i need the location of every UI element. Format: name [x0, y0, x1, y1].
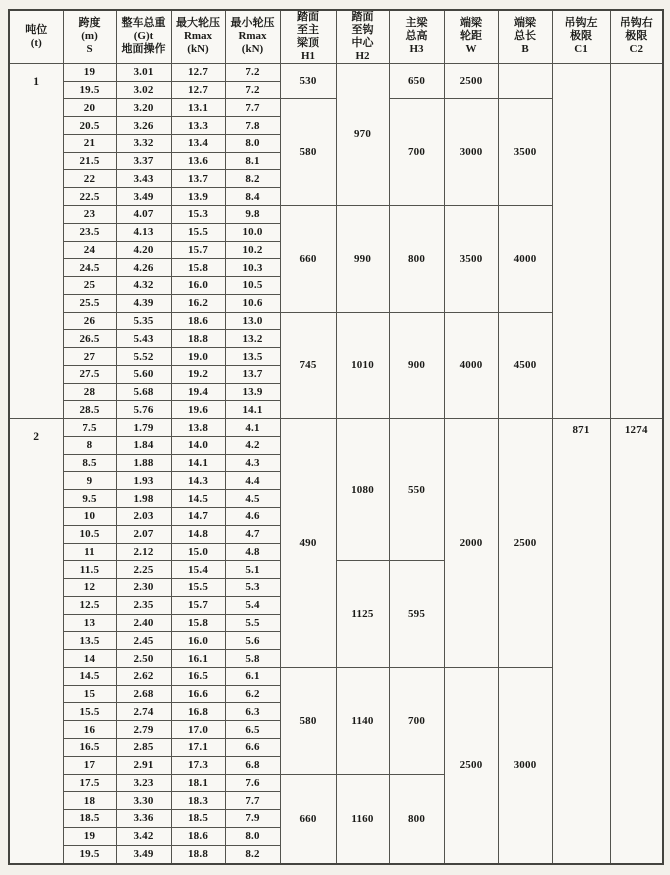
cell-rmin: 7.7 [225, 99, 280, 117]
cell-gross: 3.26 [116, 117, 171, 135]
cell-w: 3000 [444, 99, 498, 206]
cell-h2: 1160 [336, 774, 389, 864]
cell-h3: 650 [389, 63, 444, 99]
cell-rmin: 4.6 [225, 508, 280, 526]
cell-rmax: 17.1 [171, 738, 225, 756]
cell-rmax: 16.5 [171, 667, 225, 685]
cell-gross: 3.49 [116, 845, 171, 864]
cell-rmax: 15.8 [171, 259, 225, 277]
cell-gross: 2.79 [116, 721, 171, 739]
cell-h1: 530 [280, 63, 336, 99]
cell-rmin: 7.2 [225, 63, 280, 81]
cell-gross: 2.35 [116, 596, 171, 614]
cell-h3: 800 [389, 774, 444, 864]
cell-rmax: 18.5 [171, 810, 225, 828]
cell-gross: 4.20 [116, 241, 171, 259]
header-c2-line: C2 [629, 43, 643, 56]
cell-rmin: 6.1 [225, 667, 280, 685]
cell-span: 8 [63, 436, 116, 454]
cell-rmin: 8.1 [225, 152, 280, 170]
cell-span: 13 [63, 614, 116, 632]
cell-gross: 1.84 [116, 436, 171, 454]
cell-c2 [610, 63, 663, 418]
cell-span: 27 [63, 348, 116, 366]
cell-rmax: 18.8 [171, 330, 225, 348]
cell-rmin: 4.5 [225, 490, 280, 508]
cell-h3: 700 [389, 667, 444, 774]
cell-rmax: 12.7 [171, 63, 225, 81]
cell-span: 16 [63, 721, 116, 739]
cell-span: 18.5 [63, 810, 116, 828]
cell-rmax: 18.8 [171, 845, 225, 864]
cell-rmin: 5.6 [225, 632, 280, 650]
cell-span: 9 [63, 472, 116, 490]
cell-c2: 1274 [610, 419, 663, 864]
cell-rmin: 10.3 [225, 259, 280, 277]
header-w-line: 轮距 [460, 30, 482, 43]
cell-rmax: 16.2 [171, 294, 225, 312]
cell-rmin: 13.9 [225, 383, 280, 401]
cell-rmax: 19.4 [171, 383, 225, 401]
cell-gross: 3.01 [116, 63, 171, 81]
cell-rmax: 14.3 [171, 472, 225, 490]
cell-span: 21 [63, 134, 116, 152]
cell-rmin: 10.6 [225, 294, 280, 312]
cell-rmax: 13.3 [171, 117, 225, 135]
cell-w: 2500 [444, 667, 498, 864]
cell-rmin: 5.5 [225, 614, 280, 632]
cell-h1: 745 [280, 312, 336, 419]
cell-rmin: 8.0 [225, 827, 280, 845]
cell-rmax: 15.4 [171, 561, 225, 579]
crane-spec-table [8, 9, 664, 865]
cell-h3: 800 [389, 206, 444, 313]
cell-rmax: 18.1 [171, 774, 225, 792]
cell-rmax: 15.7 [171, 241, 225, 259]
header-h3-line: H3 [409, 43, 424, 56]
cell-rmin: 4.7 [225, 525, 280, 543]
cell-h2: 970 [336, 63, 389, 205]
cell-span: 10.5 [63, 525, 116, 543]
cell-w: 3500 [444, 206, 498, 313]
cell-rmin: 4.3 [225, 454, 280, 472]
cell-span: 20 [63, 99, 116, 117]
cell-h1: 580 [280, 99, 336, 206]
cell-span: 25 [63, 277, 116, 295]
cell-rmin: 10.2 [225, 241, 280, 259]
header-rmax [171, 10, 225, 63]
header-tonnage-line: (t) [30, 36, 42, 49]
cell-rmax: 15.0 [171, 543, 225, 561]
cell-h2: 990 [336, 206, 389, 313]
cell-h3: 595 [389, 561, 444, 668]
cell-rmin: 8.4 [225, 188, 280, 206]
header-h2-line: H2 [355, 49, 370, 62]
cell-rmax: 13.8 [171, 419, 225, 437]
cell-gross: 2.62 [116, 667, 171, 685]
header-c2-line: 极限 [625, 30, 648, 43]
cell-span: 27.5 [63, 365, 116, 383]
cell-gross: 1.79 [116, 419, 171, 437]
cell-gross: 3.23 [116, 774, 171, 792]
header-rmax-line: (kN) [187, 43, 209, 56]
header-h2-line: 中心 [351, 36, 374, 49]
header-w-line: 端梁 [460, 17, 482, 30]
header-gross-line: 地面操作 [121, 43, 166, 56]
header-w [444, 10, 498, 63]
cell-span: 18 [63, 792, 116, 810]
cell-w: 2500 [444, 63, 498, 99]
table-row [9, 419, 663, 437]
cell-rmin: 7.8 [225, 117, 280, 135]
cell-gross: 3.20 [116, 99, 171, 117]
cell-rmin: 9.8 [225, 206, 280, 224]
cell-span: 17 [63, 756, 116, 774]
cell-h1: 660 [280, 206, 336, 313]
cell-span: 22.5 [63, 188, 116, 206]
cell-rmax: 14.1 [171, 454, 225, 472]
cell-rmax: 15.8 [171, 614, 225, 632]
cell-rmin: 4.1 [225, 419, 280, 437]
header-rmin-line: (kN) [241, 43, 264, 56]
cell-rmin: 7.2 [225, 81, 280, 99]
cell-gross: 3.32 [116, 134, 171, 152]
cell-gross: 2.74 [116, 703, 171, 721]
cell-gross: 5.60 [116, 365, 171, 383]
cell-span: 19 [63, 827, 116, 845]
cell-gross: 1.88 [116, 454, 171, 472]
cell-gross: 5.68 [116, 383, 171, 401]
cell-gross: 2.85 [116, 738, 171, 756]
header-rmax-line: 最大轮压 [176, 17, 220, 30]
cell-gross: 4.39 [116, 294, 171, 312]
cell-rmin: 6.5 [225, 721, 280, 739]
cell-gross: 2.40 [116, 614, 171, 632]
cell-rmin: 10.0 [225, 223, 280, 241]
header-c1-line: C1 [574, 43, 588, 56]
cell-gross: 2.45 [116, 632, 171, 650]
cell-rmax: 16.0 [171, 277, 225, 295]
cell-rmax: 13.6 [171, 152, 225, 170]
cell-span: 16.5 [63, 738, 116, 756]
header-b-line: B [521, 43, 529, 56]
cell-rmax: 19.2 [171, 365, 225, 383]
cell-h3: 900 [389, 312, 444, 419]
cell-rmin: 5.4 [225, 596, 280, 614]
cell-gross: 5.76 [116, 401, 171, 419]
cell-rmin: 7.9 [225, 810, 280, 828]
cell-rmin: 5.8 [225, 650, 280, 668]
cell-rmax: 18.6 [171, 312, 225, 330]
header-h3-line: 主梁 [405, 17, 428, 30]
cell-gross: 5.35 [116, 312, 171, 330]
cell-rmin: 4.8 [225, 543, 280, 561]
header-c2-line: 吊钩右 [619, 17, 653, 30]
cell-b: 3000 [498, 667, 552, 864]
cell-span: 19.5 [63, 81, 116, 99]
header-c1 [552, 10, 610, 63]
header-w-line: W [465, 43, 477, 56]
cell-h3: 550 [389, 419, 444, 561]
cell-span: 9.5 [63, 490, 116, 508]
cell-gross: 3.42 [116, 827, 171, 845]
cell-gross: 2.03 [116, 508, 171, 526]
header-h2-line: 至钩 [351, 23, 374, 36]
cell-span: 24 [63, 241, 116, 259]
cell-rmin: 5.3 [225, 579, 280, 597]
cell-rmax: 18.6 [171, 827, 225, 845]
cell-rmin: 8.0 [225, 134, 280, 152]
cell-h2: 1010 [336, 312, 389, 419]
cell-b: 3500 [498, 99, 552, 206]
cell-b [498, 63, 552, 99]
cell-b: 4500 [498, 312, 552, 419]
cell-span: 26.5 [63, 330, 116, 348]
cell-gross: 1.93 [116, 472, 171, 490]
cell-span: 24.5 [63, 259, 116, 277]
header-span [63, 10, 116, 63]
cell-gross: 2.25 [116, 561, 171, 579]
cell-rmin: 13.7 [225, 365, 280, 383]
cell-span: 7.5 [63, 419, 116, 437]
cell-h2: 1080 [336, 419, 389, 561]
cell-tonnage: 2 [9, 419, 63, 864]
header-c1-line: 极限 [570, 30, 592, 43]
cell-gross: 2.12 [116, 543, 171, 561]
cell-rmax: 17.3 [171, 756, 225, 774]
table-body [9, 63, 663, 864]
cell-rmax: 16.0 [171, 632, 225, 650]
header-span-line: 跨度 [78, 17, 101, 30]
cell-span: 15.5 [63, 703, 116, 721]
cell-gross: 2.68 [116, 685, 171, 703]
header-h3-line: 总高 [405, 30, 428, 43]
cell-span: 28 [63, 383, 116, 401]
cell-rmax: 17.0 [171, 721, 225, 739]
cell-span: 12 [63, 579, 116, 597]
cell-span: 11 [63, 543, 116, 561]
cell-h1: 660 [280, 774, 336, 864]
cell-span: 11.5 [63, 561, 116, 579]
cell-gross: 3.37 [116, 152, 171, 170]
header-h1-line: 至主 [297, 23, 319, 36]
cell-gross: 3.30 [116, 792, 171, 810]
cell-rmax: 15.3 [171, 206, 225, 224]
header-h1-line: 梁顶 [297, 36, 319, 49]
cell-gross: 3.49 [116, 188, 171, 206]
cell-rmax: 19.6 [171, 401, 225, 419]
cell-gross: 3.43 [116, 170, 171, 188]
header-h1-line: 踏面 [297, 11, 319, 23]
header-h2-line: 踏面 [351, 11, 374, 23]
header-b [498, 10, 552, 63]
cell-rmax: 13.4 [171, 134, 225, 152]
cell-rmax: 13.7 [171, 170, 225, 188]
cell-rmin: 8.2 [225, 845, 280, 864]
cell-span: 25.5 [63, 294, 116, 312]
header-tonnage [9, 10, 63, 63]
cell-rmax: 16.1 [171, 650, 225, 668]
header-gross [116, 10, 171, 63]
cell-h3: 700 [389, 99, 444, 206]
cell-span: 23 [63, 206, 116, 224]
header-rmin-line: Rmax [238, 30, 267, 43]
cell-span: 17.5 [63, 774, 116, 792]
cell-span: 21.5 [63, 152, 116, 170]
cell-rmin: 6.2 [225, 685, 280, 703]
cell-span: 13.5 [63, 632, 116, 650]
cell-rmax: 14.0 [171, 436, 225, 454]
cell-b: 4000 [498, 206, 552, 313]
cell-rmin: 14.1 [225, 401, 280, 419]
cell-tonnage: 1 [9, 63, 63, 418]
cell-span: 10 [63, 508, 116, 526]
table-row [9, 63, 663, 81]
cell-gross: 2.07 [116, 525, 171, 543]
cell-b: 2500 [498, 419, 552, 668]
header-rmin [225, 10, 280, 63]
cell-rmin: 8.2 [225, 170, 280, 188]
cell-rmin: 4.2 [225, 436, 280, 454]
cell-h1: 580 [280, 667, 336, 774]
cell-span: 23.5 [63, 223, 116, 241]
header-b-line: 端梁 [514, 17, 536, 30]
cell-span: 14.5 [63, 667, 116, 685]
cell-span: 20.5 [63, 117, 116, 135]
header-span-line: (m) [81, 30, 98, 43]
cell-span: 8.5 [63, 454, 116, 472]
cell-rmin: 13.5 [225, 348, 280, 366]
cell-rmax: 15.5 [171, 223, 225, 241]
cell-span: 19.5 [63, 845, 116, 864]
cell-w: 4000 [444, 312, 498, 419]
cell-rmax: 15.7 [171, 596, 225, 614]
cell-gross: 1.98 [116, 490, 171, 508]
cell-rmax: 18.3 [171, 792, 225, 810]
header-rmin-line: 最小轮压 [230, 17, 275, 30]
cell-h1: 490 [280, 419, 336, 668]
cell-gross: 4.13 [116, 223, 171, 241]
header-h3 [389, 10, 444, 63]
cell-rmin: 10.5 [225, 277, 280, 295]
cell-rmin: 5.1 [225, 561, 280, 579]
cell-rmax: 13.9 [171, 188, 225, 206]
cell-rmin: 13.2 [225, 330, 280, 348]
cell-span: 14 [63, 650, 116, 668]
header-gross-line: (G)t [133, 30, 154, 43]
header-h1-line: H1 [300, 49, 316, 62]
header-b-line: 总长 [514, 30, 536, 43]
cell-gross: 5.52 [116, 348, 171, 366]
cell-c1: 871 [552, 419, 610, 864]
table-header [9, 10, 663, 63]
cell-rmax: 19.0 [171, 348, 225, 366]
header-c2 [610, 10, 663, 63]
cell-gross: 4.07 [116, 206, 171, 224]
header-c1-line: 吊钩左 [564, 17, 598, 30]
cell-rmin: 6.6 [225, 738, 280, 756]
cell-rmin: 6.3 [225, 703, 280, 721]
header-span-line: S [86, 43, 93, 56]
cell-rmax: 12.7 [171, 81, 225, 99]
cell-rmax: 15.5 [171, 579, 225, 597]
cell-c1 [552, 63, 610, 418]
cell-gross: 2.30 [116, 579, 171, 597]
header-rmax-line: Rmax [183, 30, 213, 43]
cell-span: 12.5 [63, 596, 116, 614]
cell-span: 15 [63, 685, 116, 703]
header-tonnage-line: 吨位 [25, 23, 48, 36]
cell-rmin: 6.8 [225, 756, 280, 774]
cell-gross: 4.32 [116, 277, 171, 295]
cell-h2: 1125 [336, 561, 389, 668]
cell-gross: 2.50 [116, 650, 171, 668]
header-gross-line: 整车总重 [121, 17, 166, 30]
cell-gross: 5.43 [116, 330, 171, 348]
cell-gross: 3.02 [116, 81, 171, 99]
cell-rmin: 4.4 [225, 472, 280, 490]
cell-rmax: 14.7 [171, 508, 225, 526]
cell-rmax: 14.8 [171, 525, 225, 543]
cell-span: 22 [63, 170, 116, 188]
cell-w: 2000 [444, 419, 498, 668]
cell-span: 26 [63, 312, 116, 330]
cell-rmin: 7.7 [225, 792, 280, 810]
cell-rmax: 13.1 [171, 99, 225, 117]
header-h1 [280, 10, 336, 63]
cell-gross: 3.36 [116, 810, 171, 828]
cell-rmax: 14.5 [171, 490, 225, 508]
cell-gross: 2.91 [116, 756, 171, 774]
cell-span: 19 [63, 63, 116, 81]
cell-gross: 4.26 [116, 259, 171, 277]
cell-rmax: 16.8 [171, 703, 225, 721]
header-row [9, 10, 663, 63]
cell-span: 28.5 [63, 401, 116, 419]
cell-rmin: 7.6 [225, 774, 280, 792]
cell-h2: 1140 [336, 667, 389, 774]
cell-rmax: 16.6 [171, 685, 225, 703]
header-h2 [336, 10, 389, 63]
cell-rmin: 13.0 [225, 312, 280, 330]
